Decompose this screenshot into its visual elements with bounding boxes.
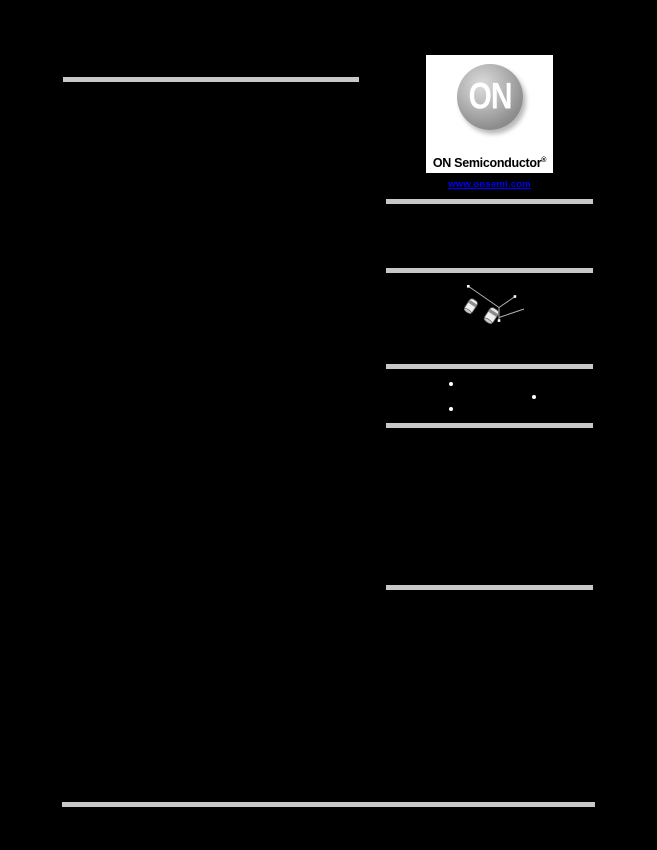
logo-caption	[426, 156, 553, 170]
section-rule-right-2	[386, 268, 593, 273]
lead-cylinder-icon	[463, 298, 478, 315]
on-sphere-logo-icon	[457, 64, 523, 130]
lead-cylinder-icon	[483, 306, 500, 325]
footer-rule	[62, 802, 595, 807]
onsemi-website-link[interactable]: www.onsemi.com	[448, 179, 531, 190]
section-rule-right-4	[386, 423, 593, 428]
section-rule-right-5	[386, 585, 593, 590]
bullet-dot-icon	[449, 382, 453, 386]
bullet-dot-icon	[449, 407, 453, 411]
company-name: ON Semiconductor	[432, 156, 542, 170]
package-3d-line-drawing-icon	[445, 275, 545, 340]
section-rule-right-3	[386, 364, 593, 369]
bullet-dot-icon	[532, 395, 536, 399]
on-semiconductor-logo	[426, 55, 553, 173]
logo-monogram: ON	[468, 75, 512, 117]
section-rule-right-1	[386, 199, 593, 204]
header-rule-left	[63, 77, 359, 82]
registered-mark: ®	[541, 156, 547, 164]
